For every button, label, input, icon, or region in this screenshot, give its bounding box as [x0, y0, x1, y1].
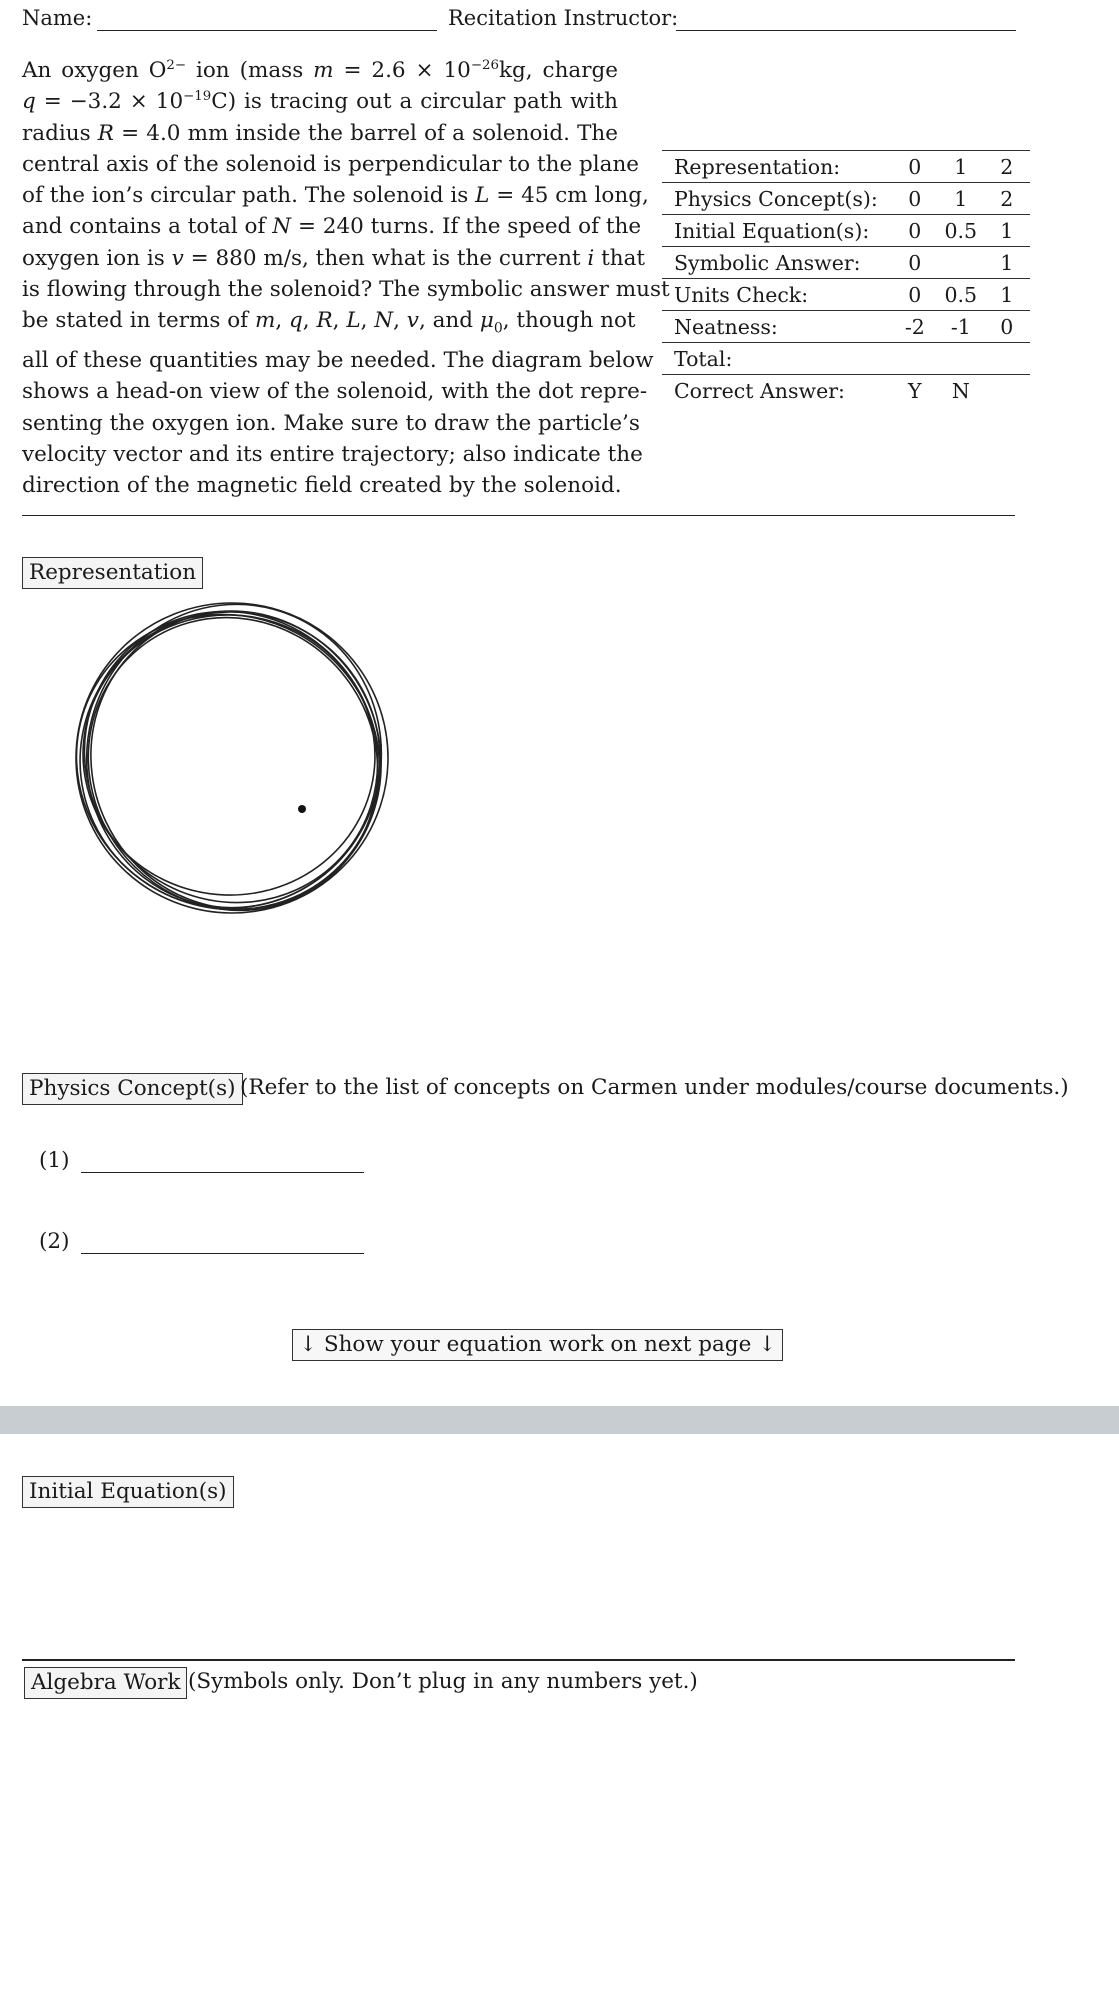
rubric-score[interactable]: 1	[1000, 282, 1014, 307]
representation-heading: Representation	[22, 557, 203, 589]
rubric-score[interactable]: 1	[954, 186, 968, 211]
algebra-divider	[22, 1659, 1015, 1661]
rubric-row	[662, 375, 1030, 407]
rubric-score[interactable]	[984, 375, 1030, 407]
rubric-score[interactable]: 0	[908, 218, 922, 243]
algebra-work-note: (Symbols only. Don’t plug in any numbers yet.)	[188, 1669, 698, 1694]
concept-2-label: (2)	[39, 1229, 70, 1254]
physics-concepts-note: (Refer to the list of concepts on Carmen under modules/course documents.)	[240, 1075, 1069, 1100]
rubric-score[interactable]: 0	[908, 282, 922, 307]
name-field[interactable]	[97, 30, 437, 31]
name-label: Name:	[22, 6, 93, 30]
rubric-row	[662, 151, 1030, 183]
concept-1-label: (1)	[39, 1148, 70, 1173]
problem-line: radius R = 4.0 mm inside the barrel of a solenoid. The	[22, 120, 618, 146]
problem-line: $q = -3.2 \times 10^{-19}C$) is tracing out a circular path with	[22, 89, 618, 115]
rubric-label: Units Check:	[674, 282, 809, 307]
rubric-label: Initial Equation(s):	[674, 218, 870, 243]
solenoid-coil	[60, 590, 410, 930]
rubric-row	[662, 343, 1030, 375]
concept-1-field[interactable]	[81, 1172, 364, 1173]
rubric-row	[662, 279, 1030, 311]
rubric-score[interactable]: 0	[908, 250, 922, 275]
instructor-label: Recitation Instructor:	[448, 6, 679, 30]
solenoid-diagram	[60, 590, 410, 930]
rubric-score[interactable]: 2	[1000, 154, 1014, 179]
rubric-score[interactable]: 0	[1000, 314, 1014, 339]
problem-line: central axis of the solenoid is perpendicular to the plane	[22, 151, 640, 177]
problem-statement	[22, 55, 670, 501]
rubric-row	[662, 215, 1030, 247]
rubric-score[interactable]: 1	[1000, 218, 1014, 243]
solenoid-coil	[60, 590, 410, 930]
rubric-score[interactable]: 0	[908, 154, 922, 179]
rubric-score[interactable]: 1	[1000, 250, 1014, 275]
problem-line: shows a head-on view of the solenoid, with the dot repre-	[22, 379, 648, 405]
section-divider	[22, 515, 1015, 516]
solenoid-coil	[60, 590, 410, 930]
rubric-row	[662, 183, 1030, 215]
rubric-score[interactable]: 1	[954, 154, 968, 179]
problem-line: senting the oxygen ion. Make sure to draw the particle’s	[22, 410, 640, 436]
problem-line: is flowing through the solenoid? The symbolic answer must	[22, 277, 670, 303]
solenoid-coil	[60, 590, 407, 930]
solenoid-coil	[60, 590, 410, 930]
rubric-score[interactable]: 0.5	[944, 282, 978, 307]
oxygen-ion-dot	[298, 805, 306, 813]
rubric-label: Correct Answer:	[674, 378, 845, 403]
rubric-score[interactable]	[938, 247, 984, 279]
rubric-score[interactable]	[892, 343, 938, 375]
rubric-label: Physics Concept(s):	[674, 186, 878, 211]
problem-line: be stated in terms of m, q, R, L, N, v, and $\mu_0$, though not	[22, 308, 636, 337]
problem-line: and contains a total of N = 240 turns. If the speed of the	[22, 214, 642, 240]
rubric-label: Neatness:	[674, 314, 778, 339]
rubric-label: Symbolic Answer:	[674, 250, 861, 275]
physics-concepts-heading: Physics Concept(s)	[22, 1073, 243, 1105]
problem-line: An oxygen $O^{2-}$ ion (mass $m = 2.6 \times 10^{-26}kg$, charge	[22, 57, 619, 83]
rubric-score[interactable]: N	[951, 378, 970, 403]
rubric-score[interactable]: 0.5	[944, 218, 978, 243]
rubric-score[interactable]: -1	[950, 314, 971, 339]
rubric-score[interactable]	[984, 343, 1030, 375]
problem-line: direction of the magnetic field created by the solenoid.	[22, 473, 622, 499]
instructor-field[interactable]	[676, 30, 1016, 31]
algebra-work-heading: Algebra Work	[24, 1667, 187, 1699]
grading-rubric	[662, 150, 1030, 406]
rubric-label: Total:	[674, 346, 733, 371]
solenoid-coil	[60, 590, 410, 930]
problem-line: of the ion’s circular path. The solenoid is L = 45 cm long,	[22, 183, 649, 209]
problem-line: oxygen ion is v = 880 m/s, then what is the current i that	[22, 245, 646, 271]
page-break	[0, 1406, 1119, 1434]
initial-equations-heading: Initial Equation(s)	[22, 1476, 234, 1508]
problem-line: velocity vector and its entire trajectory; also indicate the	[22, 441, 643, 467]
rubric-score[interactable]: Y	[908, 378, 922, 403]
rubric-score[interactable]: -2	[904, 314, 925, 339]
rubric-score[interactable]: 0	[908, 186, 922, 211]
concept-2-field[interactable]	[81, 1253, 364, 1254]
problem-line: all of these quantities may be needed. The diagram below	[22, 347, 654, 373]
next-page-notice: ↓ Show your equation work on next page ↓	[292, 1329, 783, 1361]
rubric-score[interactable]: 2	[1000, 186, 1014, 211]
rubric-label: Representation:	[674, 154, 841, 179]
rubric-row	[662, 247, 1030, 279]
rubric-score[interactable]	[938, 343, 984, 375]
rubric-row	[662, 311, 1030, 343]
